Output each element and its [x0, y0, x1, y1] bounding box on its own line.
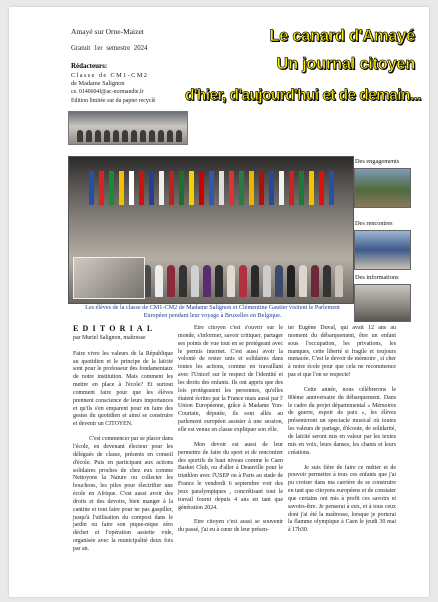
editorial-paragraph: C'est commencer par se placer dans l'école, en devenant électeur pour les délégués de classe, présents en conseil d'école. Puis en participant aux actions solidaires proches de chez eux comme Nettoyons la Nature ou collecter les bouchons, les piles pour électrifier une école en Afrique. C'est aussi avoir des droits et des devoirs, bien manger à la cantine et tout faire pour ne pas gaspiller, jusqu'à l'utilisation du compost dans le jardin ou faire son pique-nique zéro déchet et l'opération assiette vide, organisée avec la municipalité deux fois par an.: [73, 436, 173, 552]
editorial-heading: EDITORIAL: [73, 324, 157, 333]
editorial-paragraph: Faire vivre les valeurs de la République au quotidien et le principe de la laïcité sont pour le professeur des fondamentaux de notre institution. Mais comment les mettre en place à l'école? Et surtout comment faire pour que les élèves prennent conscience de leurs importances et qu'ils s'en emparent pour en faire des gestes du quotidien et ainsi se construire et devenir un CITOYEN.: [73, 350, 173, 428]
email-line: ce. 0140604f@ac-normandie.fr: [71, 89, 144, 95]
parliament-hall-inset: [73, 257, 145, 299]
editorial-paragraph: Cette année, nous célèbrerons le 80ème anniversaire du débarquement. Dans le cadre du projet départemental « Mémoires de guerre, espoir de paix », les élèves présenteront un spectacle musical où toutes les valeurs de partage, d'écoute, de solidarité, de laïcité seront mis en valeur par les textes mis en voix, leurs danses, les chants et leurs créations.: [288, 386, 396, 456]
editorial-column-1: [73, 325, 173, 561]
informations-label: Des informations: [355, 274, 399, 281]
masthead-title-line1: Le canard d'Amayé: [269, 27, 415, 45]
photo-caption: Les élèves de la classe de CM1-CM2 de Madame Salignon et Clémentine Gautier visitent le Parlement Européen pendant leur voyage à Bruxelles en Belgique.: [85, 304, 340, 319]
editorial-paragraph: Mon devoir est aussi de leur permettre de faire du sport et de rencontrer des sportifs de haut niveau comme le Caen Basket Club, ou d'aller à Deauville pour le triathlon avec l'USEP ou à Paris au stade de France le vendredi 6 septembre voir des jeux paralympiques , concrétisant tout le travail fourni depuis 4 ans en tant que génération 2024.: [178, 441, 283, 511]
redacteurs-label: Rédacteurs:: [71, 62, 108, 70]
masthead-title-line3: d'hier, d'aujourd'hui et de demain...: [184, 87, 421, 104]
editorial-paragraph: Je suis fière de faire ce métier et de pouvoir permettre à tous ces enfants que j'ai pu croiser dans ma carrière de se construire en tant que citoyens européens et de constater que certains ont mis à profit ces savoirs et savoirs-être. Je penserai à eux, et à tous ceux dont j'ai été la maîtresse, lorsque je porterai la flamme olympique à Caen le jeudi 30 mai à 17h30.: [288, 464, 396, 534]
header-class-photo: [68, 111, 188, 145]
editorial-paragraph: Etre citoyen c'est aussi se souvenir du passé, j'ai eu à cœur de leur présen-: [178, 519, 283, 534]
location-line: Amayé sur Orne-Maizet: [71, 27, 144, 36]
rencontres-photo: [354, 230, 411, 270]
parliament-group-photo: [68, 156, 354, 304]
newspaper-page: [9, 7, 429, 597]
editorial-column-3: [288, 325, 396, 542]
issue-line: Gratuit 1er semestre 2024: [71, 45, 148, 52]
editorial-byline: par Muriel Salignon, maîtresse: [73, 334, 146, 341]
engagements-photo: [354, 168, 411, 208]
class-line: Classe de CM1-CM2: [71, 72, 149, 79]
masthead-title-line2: Un journal citoyen: [276, 55, 415, 73]
edition-line: Edition limitée sur du papier recyclé: [71, 98, 156, 104]
rencontres-label: Des rencontres: [355, 220, 393, 227]
editorial-column-2: [178, 325, 283, 542]
informations-photo: [354, 284, 411, 322]
engagements-label: Des engagements: [355, 158, 400, 165]
editorial-paragraph: Etre citoyen c'est s'ouvrir sur le monde, s'informer, savoir critiquer, partager ses points de vue tout en se protégeant avec le permis internet. C'est aussi avoir la volonté de rester unis et solidaires dans toutes les actions, comme en travaillant avec l'Unicef sur le respect de l'identité et les droits des enfants. Ils ont appris que des lois protègeaient les personnes, qu'elles étaient écrites par la France mais aussi par l' Union Européenne, grâce à Madame Yon-Courtain, députée, ils sont allés au parlement européen assister à une session, elle est venue en classe expliquer son rôle.: [178, 325, 283, 433]
editorial-paragraph: ter Eugène Duval, qui avait 12 ans au moment du débarquement, être un enfant sous l'occupation, les privations, les manques, cette liberté si fragile et toujours menacée. C'est le devoir de mémoire , si cher à notre école pour que cela ne recommence pas et que l'on se respecte!: [288, 325, 396, 379]
teacher-line: de Madame Salignon: [71, 80, 125, 87]
